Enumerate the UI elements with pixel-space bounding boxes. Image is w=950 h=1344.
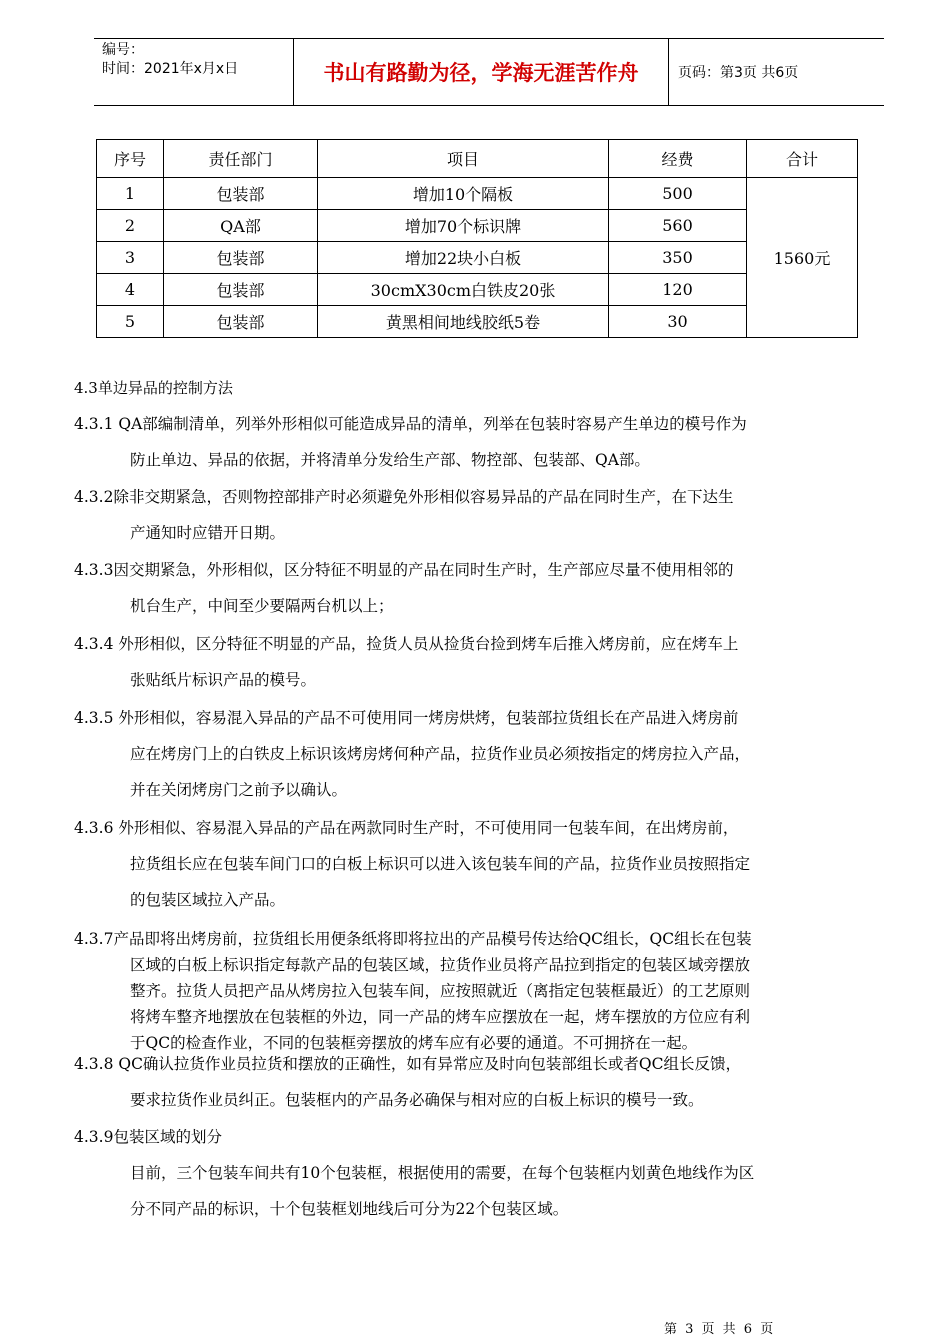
paragraph-4-3-5	[74, 700, 906, 808]
cost-table	[96, 139, 858, 338]
paragraph-line: 分不同产品的标识，十个包装框划地线后可分为22个包装区域。	[130, 1200, 569, 1218]
paragraph-line: 4.3.7产品即将出烤房前，拉货组长用便条纸将即将拉出的产品模号传达给QC组长，QC组长在包装	[74, 930, 752, 948]
paragraph-4-3-8	[74, 1046, 906, 1118]
row-no: 4	[97, 274, 164, 306]
row-cost: 560	[609, 210, 747, 242]
row-dept: 包装部	[164, 274, 318, 306]
paragraph-line: 张贴纸片标识产品的模号。	[130, 671, 317, 689]
paragraph-4-3-1	[74, 406, 906, 478]
paragraph-line: 4.3.3因交期紧急，外形相似，区分特征不明显的产品在同时生产时，生产部应尽量不使用相邻的	[74, 561, 734, 579]
row-dept: QA部	[164, 210, 318, 242]
table-header-row	[97, 140, 858, 178]
paragraph-4-3-7	[74, 926, 906, 1056]
paragraph-line: 区域的白板上标识指定每款产品的包装区域，拉货作业员将产品拉到指定的包装区域旁摆放	[130, 956, 751, 974]
header-motto: 书山有路勤为径，学海无涯苦作舟	[294, 39, 669, 105]
paragraph-line: 4.3.5 外形相似，容易混入异品的产品不可使用同一烤房烘烤，包装部拉货组长在产品进入烤房前	[74, 709, 739, 727]
row-item: 黄黑相间地线胶纸5卷	[318, 306, 609, 338]
paragraph-line: 防止单边、异品的依据，并将清单分发给生产部、物控部、包装部、QA部。	[130, 451, 650, 469]
number-label: 编号：	[102, 42, 144, 58]
page-footer: 第 3 页 共 6 页	[664, 1322, 776, 1337]
row-item: 增加22块小白板	[318, 242, 609, 274]
paragraph-line: 4.3.9包装区域的划分	[74, 1128, 222, 1146]
header-meta	[94, 39, 294, 105]
paragraph-line: 整齐。拉货人员把产品从烤房拉入包装车间，应按照就近（离指定包装框最近）的工艺原则	[130, 982, 751, 1000]
paragraph-line: 拉货组长应在包装车间门口的白板上标识可以进入该包装车间的产品，拉货作业员按照指定	[130, 855, 751, 873]
row-item: 30cmX30cm白铁皮20张	[318, 274, 609, 306]
paragraph-line: 4.3.6 外形相似、容易混入异品的产品在两款同时生产时，不可使用同一包装车间，在出烤房前，	[74, 819, 739, 837]
paragraph-line: 目前，三个包装车间共有10个包装框，根据使用的需要，在每个包装框内划黄色地线作为区	[130, 1164, 755, 1182]
row-dept: 包装部	[164, 306, 318, 338]
row-item: 增加10个隔板	[318, 178, 609, 210]
row-cost: 30	[609, 306, 747, 338]
table-row	[97, 242, 858, 274]
paragraph-4-3-3	[74, 552, 906, 624]
paragraph-line: 应在烤房门上的白铁皮上标识该烤房烤何种产品，拉货作业员必须按指定的烤房拉入产品，	[130, 745, 751, 763]
paragraph-line: 产通知时应错开日期。	[130, 524, 286, 542]
table-row	[97, 306, 858, 338]
paragraph-4-3-4	[74, 626, 906, 698]
row-dept: 包装部	[164, 178, 318, 210]
paragraph-line: 的包装区域拉入产品。	[130, 891, 286, 909]
row-item: 增加70个标识牌	[318, 210, 609, 242]
column-header: 责任部门	[164, 140, 318, 178]
table-row	[97, 274, 858, 306]
column-header: 项目	[318, 140, 609, 178]
row-no: 3	[97, 242, 164, 274]
paragraph-4-3-9	[74, 1119, 906, 1227]
row-dept: 包装部	[164, 242, 318, 274]
total-cell: 1560元	[747, 178, 858, 338]
table-row	[97, 178, 858, 210]
table-row	[97, 210, 858, 242]
section-title: 4.3单边异品的控制方法	[74, 379, 233, 397]
page-header	[94, 38, 884, 106]
row-cost: 120	[609, 274, 747, 306]
paragraph-line: 将烤车整齐地摆放在包装框的外边，同一产品的烤车应摆放在一起，烤车摆放的方位应有利	[130, 1008, 751, 1026]
column-header: 经费	[609, 140, 747, 178]
time-label: 时间：2021年x月x日	[102, 61, 239, 77]
row-no: 2	[97, 210, 164, 242]
paragraph-line: 要求拉货作业员纠正。包装框内的产品务必确保与相对应的白板上标识的模号一致。	[130, 1091, 704, 1109]
column-header: 合计	[747, 140, 858, 178]
paragraph-line: 4.3.2除非交期紧急，否则物控部排产时必须避免外形相似容易异品的产品在同时生产，在下达生	[74, 488, 734, 506]
paragraph-4-3-6	[74, 810, 906, 918]
paragraph-line: 4.3.8 QC确认拉货作业员拉货和摆放的正确性，如有异常应及时向包装部组长或者QC组长反馈，	[74, 1055, 742, 1073]
paragraph-line: 机台生产，中间至少要隔两台机以上；	[130, 597, 394, 615]
row-cost: 350	[609, 242, 747, 274]
paragraph-line: 于QC的检查作业，不同的包装框旁摆放的烤车应有必要的通道。不可拥挤在一起。	[130, 1034, 698, 1052]
paragraph-line: 4.3.1 QA部编制清单，列举外形相似可能造成异品的清单，列举在包装时容易产生单边的模号作为	[74, 415, 747, 433]
header-page-label: 页码：第3页 共6页	[678, 65, 799, 81]
paragraph-line: 并在关闭烤房门之前予以确认。	[130, 781, 348, 799]
row-no: 1	[97, 178, 164, 210]
column-header: 序号	[97, 140, 164, 178]
row-no: 5	[97, 306, 164, 338]
paragraph-line: 4.3.4 外形相似，区分特征不明显的产品，捡货人员从捡货台捡到烤车后推入烤房前，应在烤车上	[74, 635, 739, 653]
paragraph-4-3-2	[74, 479, 906, 551]
row-cost: 500	[609, 178, 747, 210]
